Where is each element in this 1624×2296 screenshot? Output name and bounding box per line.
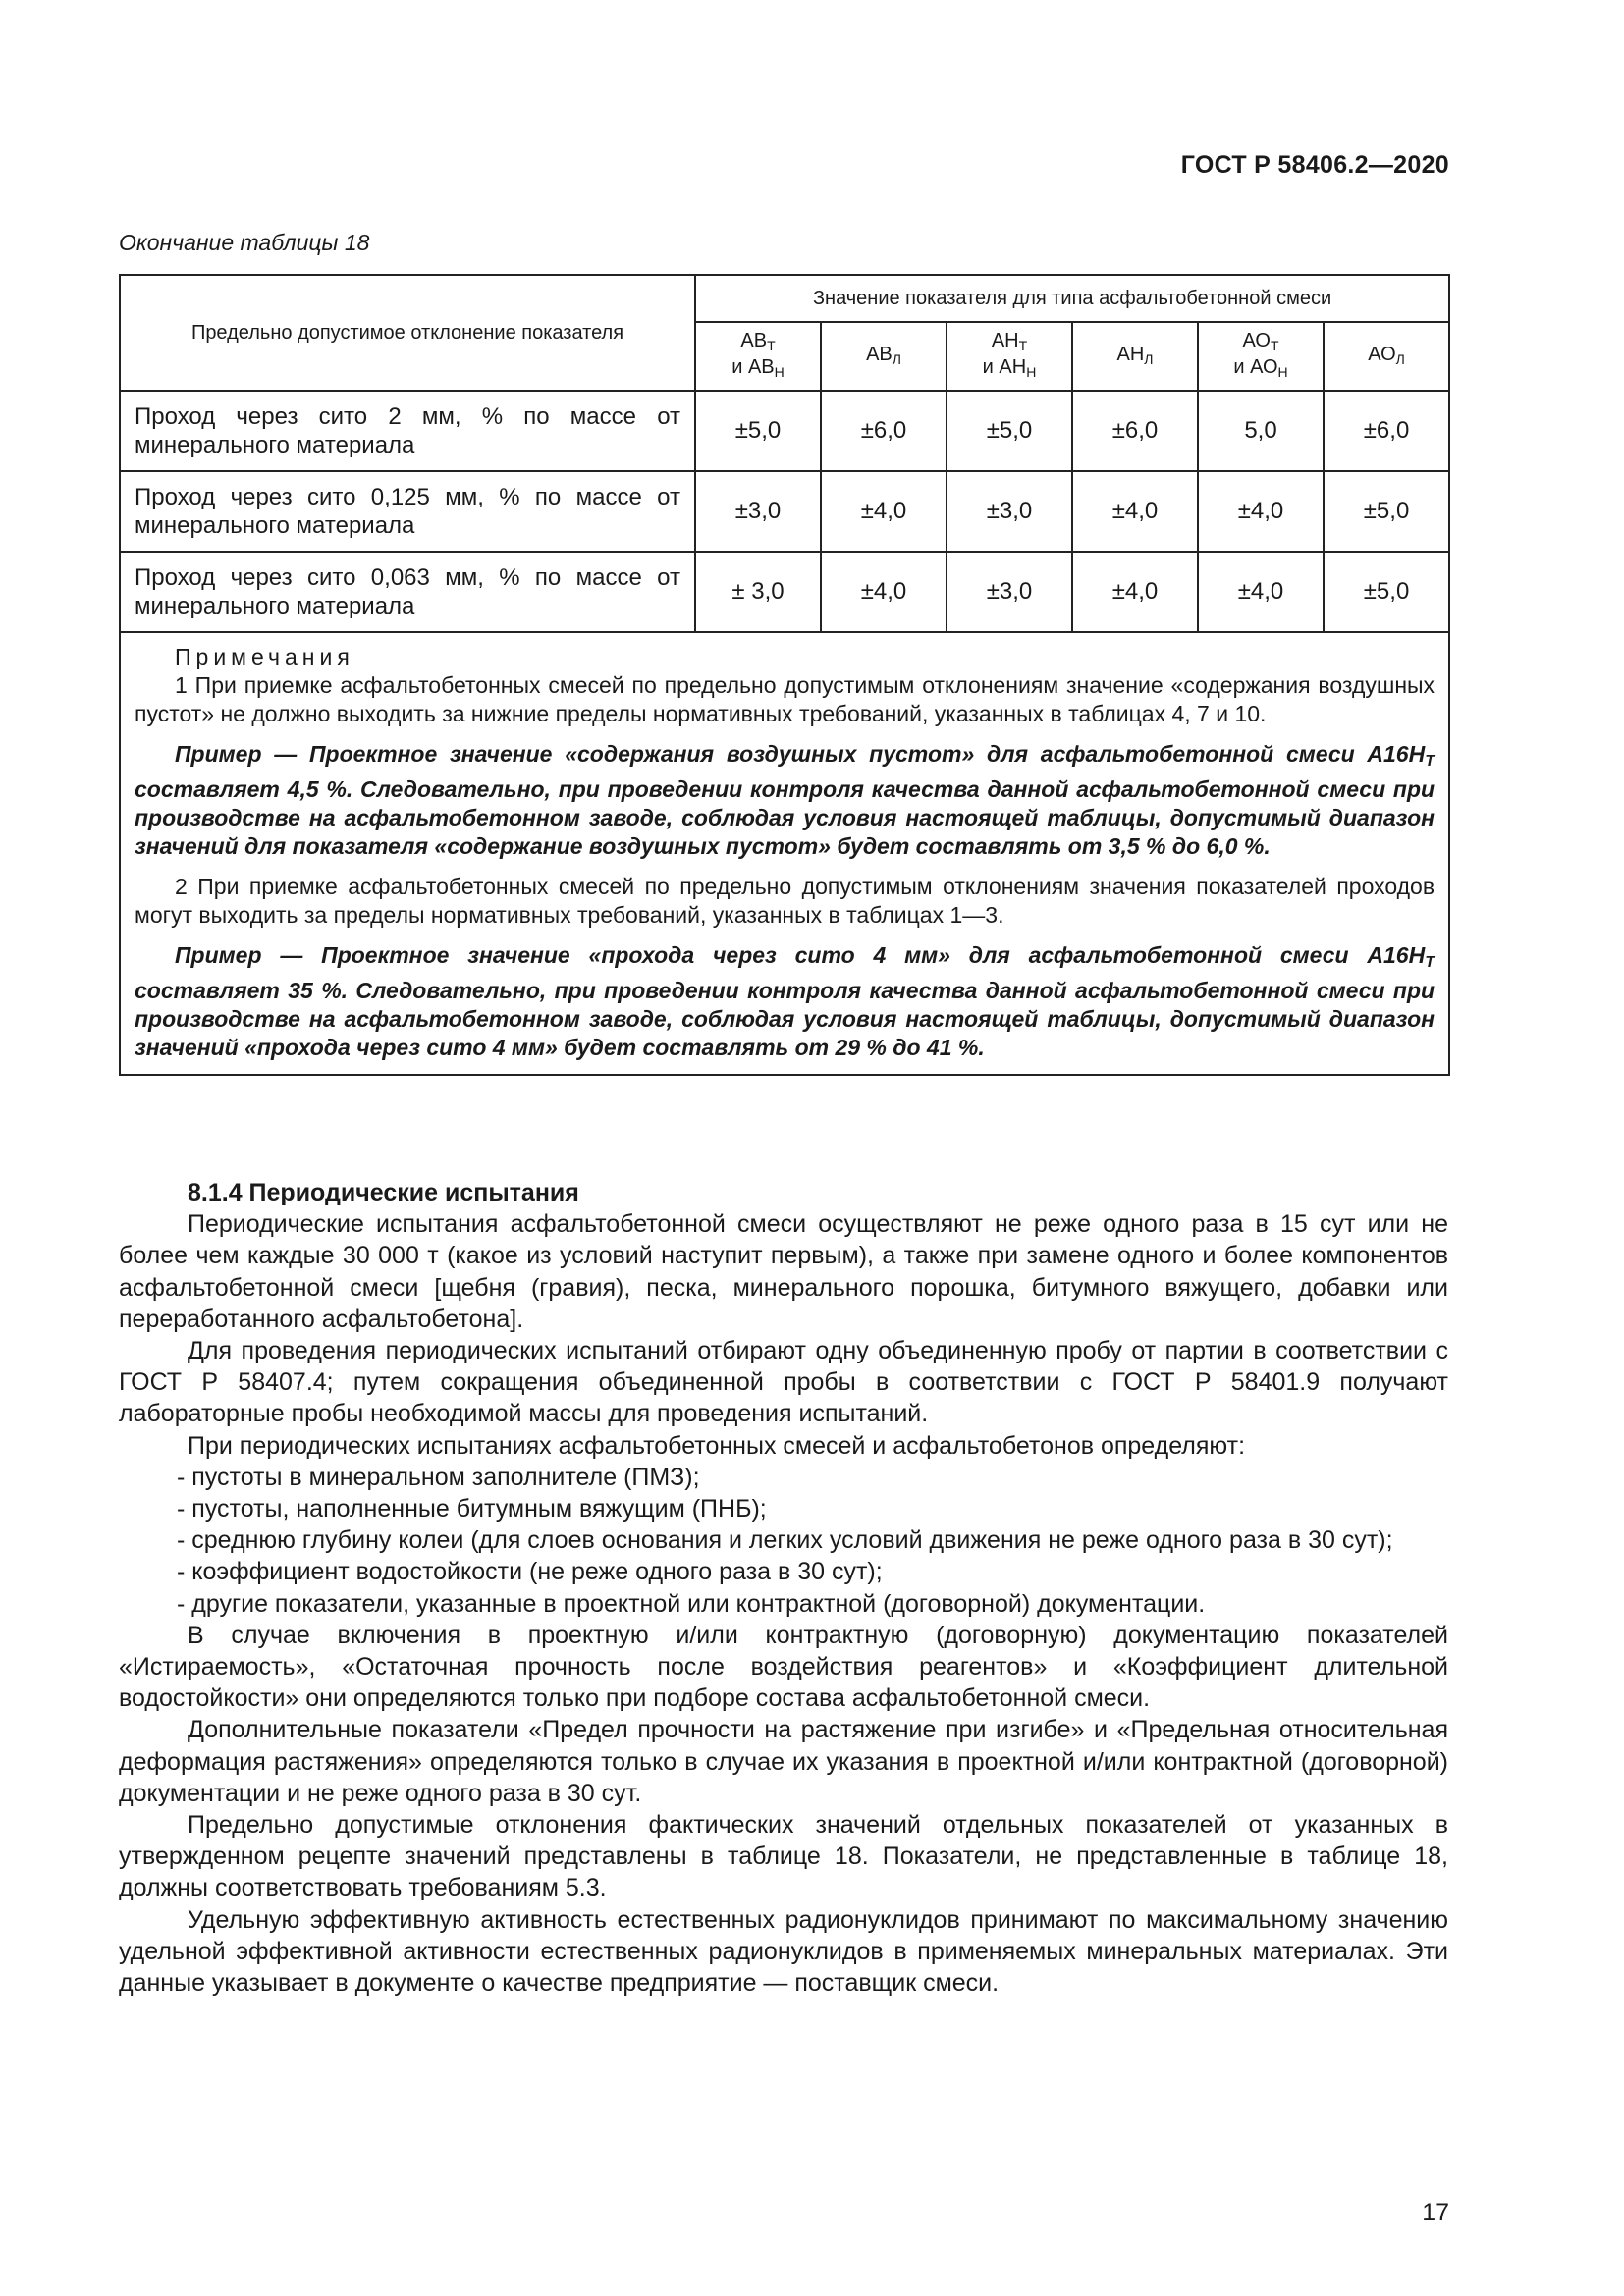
table-cell: 5,0	[1198, 391, 1324, 471]
table-notes	[120, 632, 1449, 1075]
list-item: - другие показатели, указанные в проектной или контрактной (договорной) документации.	[177, 1589, 1206, 1618]
section-heading: 8.1.4 Периодические испытания	[188, 1179, 579, 1206]
list-item: - пустоты в минеральном заполнителе (ПМЗ);	[177, 1463, 700, 1491]
note-2-example: Пример — Проектное значение «прохода через сито 4 мм» для асфальтобетонной смеси $А16Н_Т$ составляет 35 %. Следовательно, при проведении контроля качества данной асфальтобетонной смеси при производстве на асфальтобетонном заводе, соблюдая условия настоящей таблицы, допустимый диапазон значений «прохода через сито 4 мм» будет составлять от 29 % до 41 %.	[135, 942, 1435, 1060]
list-item: - пустоты, наполненные битумным вяжущим (ПНБ);	[177, 1495, 767, 1523]
table-cell: ±3,0	[695, 471, 821, 552]
document-code: ГОСТ Р 58406.2—2020	[1180, 151, 1449, 179]
table-cell: ±6,0	[1324, 391, 1449, 471]
table-row	[120, 391, 1449, 471]
paragraph: Удельную эффективную активность естественных радионуклидов принимают по максимальному значению удельной эффективной активности естественных радионуклидов в применяемых минеральных материалах. Эти данные указывает в документе о качестве предприятие — поставщик смеси.	[119, 1905, 1448, 1998]
type-header: $АН_Т$ и $АН_Н$	[947, 322, 1072, 391]
note-1: 1 При приемке асфальтобетонных смесей по предельно допустимым отклонениям значение «содержания воздушных пустот» не должно выходить за нижние пределы нормативных требований, указанных в таблицах 4, 7 и 10.	[135, 672, 1435, 726]
paragraph: Предельно допустимые отклонения фактических значений отдельных показателей от указанных в утвержденном рецепте значений представлены в таблице 18. Показатели, не представленные в таблице 18, должны соответствовать требованиям 5.3.	[119, 1811, 1448, 1902]
table-cell: ±4,0	[1072, 552, 1198, 632]
table-cell: ±5,0	[947, 391, 1072, 471]
table-cell: ±3,0	[947, 552, 1072, 632]
list-item: - среднюю глубину колеи (для слоев основания и легких условий движения не реже одного раза в 30 сут);	[177, 1526, 1393, 1555]
table-cell: ±4,0	[821, 552, 947, 632]
table-cell: ±4,0	[1072, 471, 1198, 552]
table-cell: ±4,0	[1198, 471, 1324, 552]
table-cell: ±6,0	[1072, 391, 1198, 471]
type-header: $АВ_Т$ и $АВ_Н$	[695, 322, 821, 391]
page-number: 17	[1422, 2199, 1449, 2226]
paragraph: При периодических испытаниях асфальтобетонных смесей и асфальтобетонов определяют:	[188, 1431, 1246, 1460]
table-cell: ±5,0	[695, 391, 821, 471]
table-cell: ± 3,0	[695, 552, 821, 632]
table-cell: ±5,0	[1324, 471, 1449, 552]
table-row	[120, 471, 1449, 552]
notes-title: Примечания	[175, 644, 354, 669]
type-header: $АО_Л$	[1324, 322, 1449, 391]
table-cell: ±6,0	[821, 391, 947, 471]
paragraph: Периодические испытания асфальтобетонной смеси осуществляют не реже одного раза в 15 сут или не более чем каждые 30 000 т (какое из условий наступит первым), а также при замене одного и более компонентов асфальтобетонной смеси [щебня (гравия), песка, минерального порошка, битумного вяжущего, добавки или переработанного асфальтобетона].	[119, 1210, 1448, 1333]
paragraph: Дополнительные показатели «Предел прочности на растяжение при изгибе» и «Предельная относительная деформация растяжения» определяются только в случае их указания в проектной и/или контрактной (договорной) документации и не реже одного раза в 30 сут.	[119, 1716, 1448, 1807]
note-2: 2 При приемке асфальтобетонных смесей по предельно допустимым отклонениям значения показателей проходов могут выходить за пределы нормативных требований, указанных в таблицах 1—3.	[135, 874, 1435, 928]
table-18	[119, 274, 1448, 1076]
note-1-example: Пример — Проектное значение «содержания воздушных пустот» для асфальтобетонной смеси $А16Н_Т$ составляет 4,5 %. Следовательно, при проведении контроля качества данной асфальтобетонной смеси при производстве на асфальтобетонном заводе, соблюдая условия настоящей таблицы, допустимый диапазон значений для показателя «содержание воздушных пустот» будет составлять от 3,5 % до 6,0 %.	[135, 741, 1435, 859]
header-mix-type-group: Значение показателя для типа асфальтобетонной смеси	[695, 275, 1449, 322]
table-cell: ±4,0	[821, 471, 947, 552]
type-header: $АО_Т$ и $АО_Н$	[1198, 322, 1324, 391]
paragraph: Для проведения периодических испытаний отбирают одну объединенную пробу от партии в соответствии с ГОСТ Р 58407.4; путем сокращения объединенной пробы в соответствии с ГОСТ Р 58401.9 получают лабораторные пробы необходимой массы для проведения испытаний.	[119, 1337, 1448, 1428]
table-row	[120, 552, 1449, 632]
header-deviation: Предельно допустимое отклонение показателя	[120, 275, 695, 391]
list-item: - коэффициент водостойкости (не реже одного раза в 30 сут);	[177, 1558, 883, 1586]
section-8-1-4	[119, 1177, 1448, 1999]
table-caption: Окончание таблицы 18	[119, 230, 370, 255]
row-label: Проход через сито 0,063 мм, % по массе от минерального материала	[120, 552, 695, 632]
type-header: $АВ_Л$	[821, 322, 947, 391]
type-header: $АН_Л$	[1072, 322, 1198, 391]
row-label: Проход через сито 2 мм, % по массе от минерального материала	[120, 391, 695, 471]
row-label: Проход через сито 0,125 мм, % по массе от минерального материала	[120, 471, 695, 552]
paragraph: В случае включения в проектную и/или контрактную (договорную) документацию показателей «Истираемость», «Остаточная прочность после воздействия реагентов» и «Коэффициент длительной водостойкости» они определяются только при подборе состава асфальтобетонной смеси.	[119, 1621, 1448, 1713]
requirements-table	[119, 274, 1450, 1076]
table-cell: ±3,0	[947, 471, 1072, 552]
table-cell: ±4,0	[1198, 552, 1324, 632]
table-cell: ±5,0	[1324, 552, 1449, 632]
